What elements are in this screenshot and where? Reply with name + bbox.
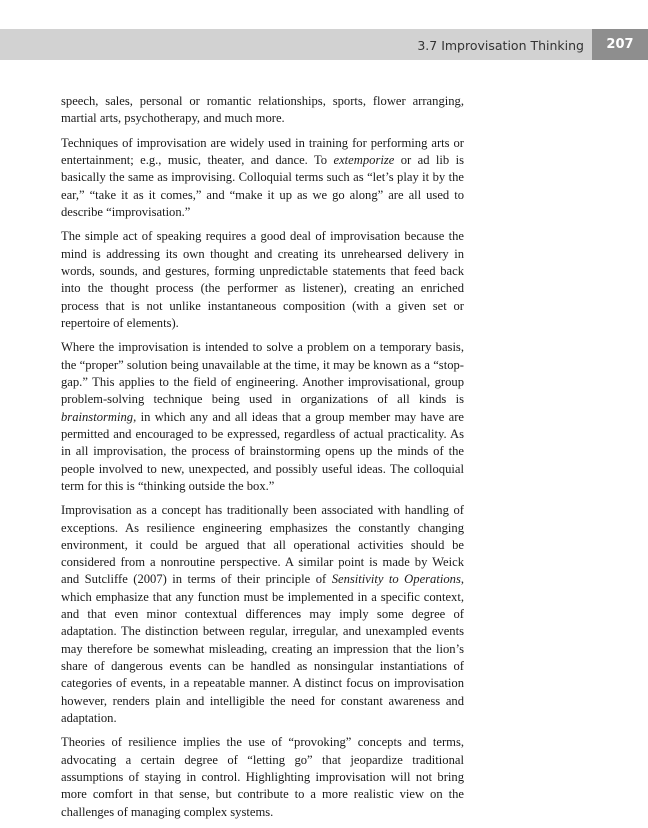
paragraph-3: The simple act of speaking requires a good deal of improvisation because the mind is addressing its own thought and creating its unrehearsed delivery in words, sounds, and gestures, forming unpredictable statements that feed back into the thought process (the performer as listener), creating an enriched process that is not unlike instantaneous composition (with a given set or repertoire of elements). <box>61 229 464 330</box>
paragraph-6: Theories of resilience implies the use of “provoking” concepts and terms, advocating a certain degree of “letting go” that jeopardize traditional assumptions of staying in control. Highlighting improvisation will not bring more comfort in that sense, but contribute to a more realistic view on the challenges of managing complex systems. <box>61 735 464 819</box>
page-number: 207 <box>592 29 648 60</box>
body-text <box>61 93 464 828</box>
paragraph-1: speech, sales, personal or romantic relationships, sports, flower arranging, martial arts, psychotherapy, and much more. <box>61 94 464 126</box>
paragraph-2-text-b: or ad lib is basically the same as improvising. Colloquial terms such as “let’s play it by the ear,” “take it as it comes,” and “make it up as we go along” are all used to describe “improvisation.” <box>61 153 464 219</box>
paragraph-4 <box>61 339 464 495</box>
running-head: 3.7 Improvisation Thinking <box>417 38 584 53</box>
paragraph-2 <box>61 135 464 221</box>
term-extemporize: extemporize <box>333 153 395 168</box>
term-brainstorming: brainstorming <box>61 409 134 424</box>
paragraph-4-text-a: Where the improvisation is intended to solve a problem on a temporary basis, the “proper” solution being unavailable at the time, it may be known as a “stop-gap.” This applies to the field of engineering. Another improvisational, group problem-solving technique being used in organizations of all kinds is <box>61 340 464 407</box>
paragraph-2-text-a: Techniques of improvisation are widely used in training for performing arts or entertainment; e.g., music, theater, and dance. To <box>61 135 464 168</box>
term-sensitivity-to-operations: Sensitivity to Operations <box>331 572 461 587</box>
paragraph-5-text-a: Improvisation as a concept has traditionally been associated with handling of exceptions. As resilience engineering emphasizes the constantly changing environment, it could be argued that all operational activities should be considered from a nonroutine perspective. A similar point is made by Weick and Sutcliffe (2007) in terms of their principle of <box>61 503 464 587</box>
paragraph-5-text-b: , which emphasize that any function must be implemented in a specific context, and that even minor contextual differences may imply some degree of adaptation. The distinction between regular, irregular, and unexampled events may therefore be somewhat misleading, creating an impression that the lion’s share of dangerous events can be handled as nonsingular instantiations of categories of events, in a repeatable manner. A distinct focus on improvisation however, renders plain and intelligible the need for constant awareness and adaptation. <box>61 572 465 725</box>
paragraph-4-text-b: , in which any and all ideas that a group member may have are permitted and encouraged to be expressed, regardless of actual practicality. As in all improvisation, the process of brainstorming opens up the minds of the people involved to new, unexpected, and possibly useful ideas. The colloquial term for this is “thinking outside the box.” <box>61 409 464 493</box>
paragraph-5 <box>61 502 464 727</box>
